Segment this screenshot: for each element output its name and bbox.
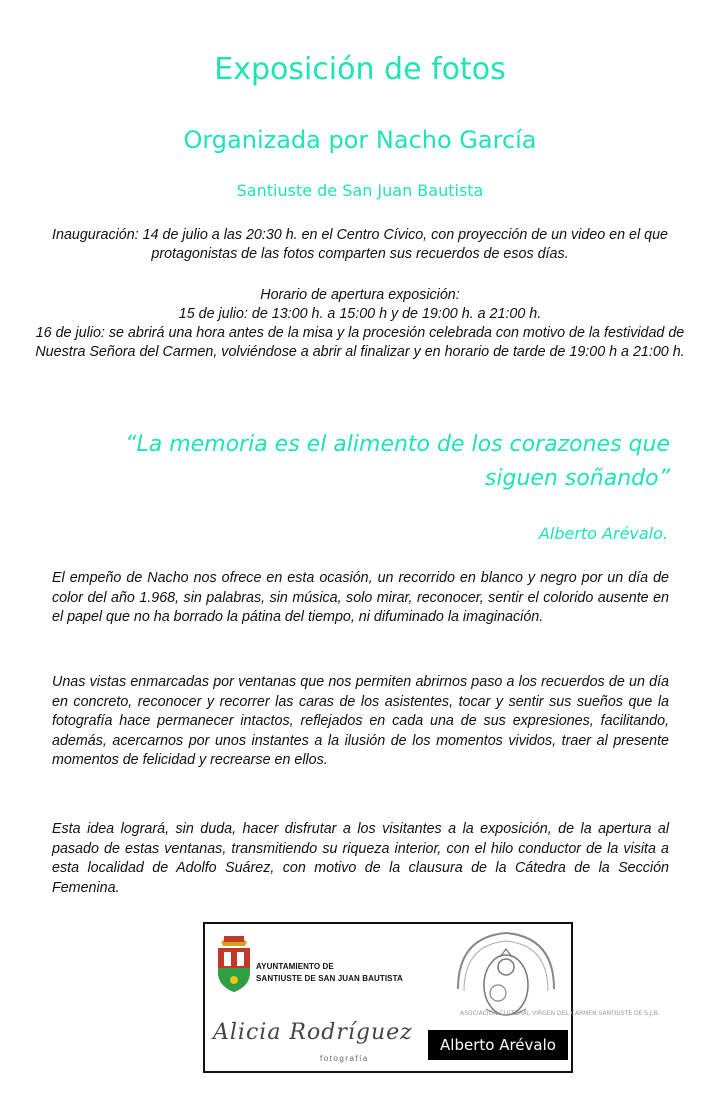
photographer-signature: Alicia Rodríguez (213, 1020, 413, 1045)
ayuntamiento-line-1: AYUNTAMIENTO DE (256, 962, 334, 971)
ayuntamiento-line-2: SANTIUSTE DE SAN JUAN BAUTISTA (256, 974, 403, 983)
schedule-block (20, 286, 700, 362)
body-paragraph-2: Unas vistas enmarcadas por ventanas que nos permiten abrirnos paso a los recuerdos de un día en concreto, reconocer y recorrer las caras de los asistentes, tocar y sentir sus sueños que la fotografía hace permanecer intactos, reflejados en cada una de sus expresiones, facilitando, además, acercarnos por unos instantes a la ilusión de los momentos vividos, traer al presente momentos de felicidad y recrearse en ellos. (52, 674, 669, 768)
quote-author: Alberto Arévalo. (538, 524, 668, 543)
page-subtitle: Organizada por Nacho García (183, 126, 537, 154)
quote-text: “La memoria es el alimento de los corazones que siguen soñando” (125, 432, 670, 491)
cultural-association-seal-icon (450, 929, 660, 1021)
body-paragraph-1: El empeño de Nacho nos ofrece en esta ocasión, un recorrido en blanco y negro por un día de color del año 1.968, sin palabras, sin música, solo mirar, reconocer, sentir el colorido ausente en el papel que no ha borrado la pátina del tiempo, ni difuminado la imaginación. (52, 570, 669, 625)
page-title: Exposición de fotos (214, 52, 506, 87)
photographer-subtitle: fotografía (320, 1054, 369, 1063)
body-paragraph-3: Esta idea logrará, sin duda, hacer disfrutar a los visitantes a la exposición, de la apertura al pasado de estas ventanas, transmitiendo su riqueza interior, con el hilo conductor de la visita a esta localidad de Adolfo Suárez, con motivo de la clausura de la Cátedra de la Sección Femenina. (52, 821, 669, 896)
author-badge: Alberto Arévalo (428, 1030, 568, 1060)
seal-caption: ASOCIACIÓN CULTURAL VIRGEN DEL CARMEN SANTIUSTE DE S.J.B. (460, 1010, 660, 1017)
inauguration-text: Inauguración: 14 de julio a las 20:30 h. en el Centro Cívico, con proyección de un video en el que protagonistas de las fotos comparten sus recuerdos de esos días. (52, 227, 668, 262)
coat-of-arms-icon (215, 930, 253, 996)
schedule-day-1: 15 de julio: de 13:00 h. a 15:00 h y de 19:00 h. a 21:00 h. (178, 306, 542, 322)
location-heading: Santiuste de San Juan Bautista (236, 181, 484, 200)
schedule-day-2: 16 de julio: se abrirá una hora antes de la misa y la procesión celebrada con motivo de la festividad de Nuestra Señora del Carmen, volviéndose a abrir al finalizar y en horario de tarde de 19:00 h a 21:00 h. (35, 325, 685, 360)
schedule-title: Horario de apertura exposición: (260, 287, 460, 303)
ayuntamiento-name (256, 961, 403, 985)
sponsor-logos-box (203, 922, 660, 1073)
